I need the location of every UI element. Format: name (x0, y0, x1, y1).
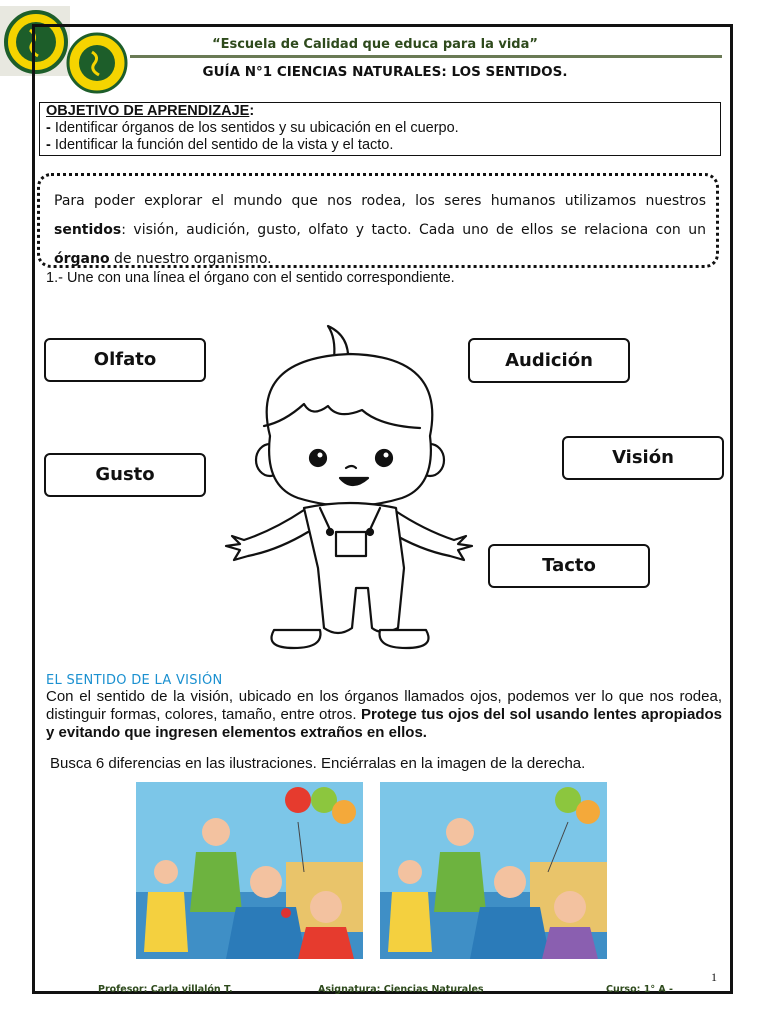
sense-label-tacto: Tacto (488, 544, 650, 588)
exercise1-instruction: 1.- Une con una línea el órgano con el sentido correspondiente. (46, 270, 455, 286)
sense-label-vision: Visión (562, 436, 724, 480)
intro-text: Para poder explorar el mundo que nos rodea, los seres humanos utilizamos nuestros sentidos: visión, audición, gusto, olfato y tacto. Cada uno de ellos se relaciona con un órgano de nuestro organismo. (54, 193, 706, 267)
objective-box (39, 102, 721, 156)
page-title: GUÍA N°1 CIENCIAS NATURALES: LOS SENTIDOS. (202, 64, 568, 80)
header-divider (130, 55, 722, 58)
page-number: 1 (711, 970, 717, 984)
child-outline-illustration (222, 318, 478, 668)
sense-label-audicion: Audición (468, 338, 630, 383)
footer-subject: Asignatura: Ciencias Naturales (318, 984, 484, 995)
footer-course: Curso: 1° A - (606, 984, 673, 995)
objective-colon: : (249, 103, 255, 119)
difference-illustration-left (136, 782, 363, 959)
section-heading-vision: EL SENTIDO DE LA VISIÓN (46, 673, 223, 688)
footer-teacher: Profesor: Carla villalón T. (98, 984, 233, 995)
exercise2-instruction: Busca 6 diferencias en las ilustraciones. Enciérralas en la imagen de la derecha. (50, 755, 586, 772)
objective-heading: OBJETIVO DE APRENDIZAJE (46, 103, 250, 119)
sense-label-gusto: Gusto (44, 453, 206, 497)
sense-label-olfato: Olfato (44, 338, 206, 382)
objective-item: - Identificar la función del sentido de la vista y el tacto. (46, 137, 394, 153)
difference-illustration-right (380, 782, 607, 959)
objective-item: - Identificar órganos de los sentidos y su ubicación en el cuerpo. (46, 120, 459, 136)
school-motto: “Escuela de Calidad que educa para la vida” (212, 37, 538, 52)
vision-paragraph: Con el sentido de la visión, ubicado en los órganos llamados ojos, podemos ver lo que nos rodea, distinguir formas, colores, tamaño, entre otros. Protege tus ojos del sol usando lentes apropiados y evitando que ingresen elementos extraños en ellos. (46, 688, 722, 741)
